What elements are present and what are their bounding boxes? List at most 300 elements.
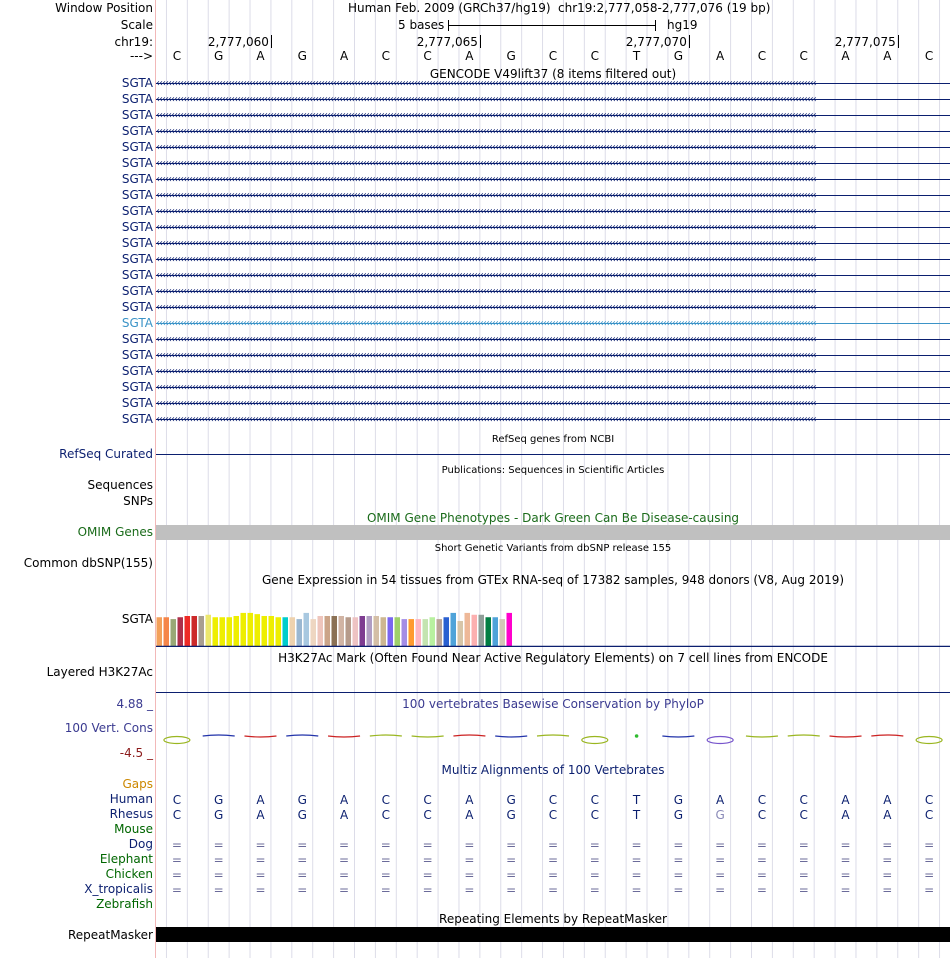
base-letter: C [172,49,182,63]
base-letter: T [632,49,641,63]
position-title: chr19:2,777,058-2,777,076 (19 bp) [558,1,771,15]
gencode-transcript-label[interactable]: SGTA [121,412,153,426]
alignment-base: = [756,853,767,867]
dbsnp-title: Short Genetic Variants from dbSNP release 155 [434,543,672,554]
species-label[interactable]: Rhesus [109,807,153,821]
base-letter: C [799,49,808,63]
phylop-glyph [662,736,694,737]
gencode-transcript-label[interactable]: SGTA [121,252,153,266]
alignment-base: G [297,793,307,807]
alignment-base: T [632,808,641,822]
alignment-base: = [547,838,559,852]
alignment-base: = [506,838,517,852]
alignment-base: = [924,883,935,897]
alignment-base: = [297,883,308,897]
phylop-glyph [830,736,862,737]
alignment-base: = [297,868,308,882]
gencode-strand-arrows: ‹‹‹‹‹‹‹‹‹‹‹‹‹‹‹‹‹‹‹‹‹‹‹‹‹‹‹‹‹‹‹‹‹‹‹‹‹‹‹‹‹‹‹‹‹‹‹‹‹‹‹‹‹‹‹‹‹‹‹‹‹‹‹‹‹‹‹‹‹‹‹‹‹‹‹‹‹‹‹‹‹‹‹‹‹‹‹‹‹‹‹‹‹‹‹‹‹‹‹‹‹‹‹‹‹‹‹‹‹‹‹‹‹‹‹‹‹‹‹‹‹‹‹‹‹‹‹‹‹‹‹‹‹‹‹‹‹‹‹‹‹‹‹‹‹‹‹‹‹‹‹‹‹‹‹‹‹‹‹‹‹‹‹‹‹‹‹‹‹‹‹‹‹‹‹‹‹‹‹‹‹‹‹‹‹‹‹‹‹‹‹‹‹‹‹‹‹‹‹‹‹‹‹‹‹‹‹‹‹‹‹‹‹‹‹‹‹‹‹‹ [156,318,816,329]
gencode-transcript-label[interactable]: SGTA [121,364,153,378]
alignment-base: A [256,808,265,822]
alignment-base: = [631,853,642,867]
gtex-tissue-bar[interactable] [381,617,387,647]
alignment-base: = [171,883,182,897]
alignment-base: = [171,853,182,867]
phylop-glyph [635,734,639,738]
alignment-base: A [339,793,349,807]
alignment-base: = [339,838,350,852]
gtex-tissue-bar[interactable] [444,617,450,647]
alignment-base: = [798,853,809,867]
omim-bar[interactable] [156,525,950,540]
species-label[interactable]: X_tropicalis [84,882,153,896]
gencode-transcript-label[interactable]: SGTA [121,236,153,250]
gtex-tissue-bar[interactable] [255,614,261,647]
phylop-glyph [871,735,903,736]
alignment-base: A [841,793,850,807]
alignment-base: = [756,883,767,897]
base-letter: C [423,49,432,63]
base-letter: C [924,49,934,63]
alignment-base: = [171,838,182,852]
alignment-base: C [799,808,808,822]
alignment-base: = [673,853,684,867]
gtex-tissue-bar[interactable] [227,617,233,647]
gencode-transcript-label[interactable]: SGTA [121,204,153,218]
gencode-transcript-label[interactable]: SGTA [121,300,153,314]
base-letter: G [673,49,684,63]
alignment-base: G [673,793,684,807]
alignment-base: = [589,883,600,897]
species-label[interactable]: Chicken [105,867,153,881]
alignment-base: = [840,853,851,867]
alignment-base: G [673,808,684,822]
base-letter: C [548,49,558,63]
gtex-tissue-bar[interactable] [157,617,163,647]
alignment-base: C [757,808,767,822]
base-letter: A [465,49,474,63]
phylop-glyph [453,735,485,736]
alignment-base: G [214,793,224,807]
track-area[interactable] [156,0,950,958]
alignment-base: C [548,793,558,807]
alignment-base: = [631,838,642,852]
gencode-title: GENCODE V49lift37 (8 items filtered out) [429,67,677,81]
alignment-base: = [297,853,308,867]
alignment-base: = [506,883,517,897]
repeatmasker-bar[interactable] [156,927,950,942]
alignment-base: = [339,868,350,882]
alignment-base: = [422,883,433,897]
alignment-base: = [380,838,391,852]
alignment-base: A [841,808,850,822]
alignment-base: A [339,808,349,822]
gtex-gene-label[interactable]: SGTA [121,612,153,626]
alignment-base: G [506,808,516,822]
alignment-base: C [590,808,599,822]
species-label[interactable]: Zebrafish [96,897,153,911]
alignment-base: = [171,868,182,882]
alignment-base: = [798,883,809,897]
phylop-title: 100 vertebrates Basewise Conservation by PhyloP [402,697,704,711]
gtex-tissue-bar[interactable] [458,621,464,647]
gencode-strand-arrows: ‹‹‹‹‹‹‹‹‹‹‹‹‹‹‹‹‹‹‹‹‹‹‹‹‹‹‹‹‹‹‹‹‹‹‹‹‹‹‹‹‹‹‹‹‹‹‹‹‹‹‹‹‹‹‹‹‹‹‹‹‹‹‹‹‹‹‹‹‹‹‹‹‹‹‹‹‹‹‹‹‹‹‹‹‹‹‹‹‹‹‹‹‹‹‹‹‹‹‹‹‹‹‹‹‹‹‹‹‹‹‹‹‹‹‹‹‹‹‹‹‹‹‹‹‹‹‹‹‹‹‹‹‹‹‹‹‹‹‹‹‹‹‹‹‹‹‹‹‹‹‹‹‹‹‹‹‹‹‹‹‹‹‹‹‹‹‹‹‹‹‹‹‹‹‹‹‹‹‹‹‹‹‹‹‹‹‹‹‹‹‹‹‹‹‹‹‹‹‹‹‹‹‹‹‹‹‹‹‹‹‹‹‹‹‹‹‹‹‹‹ [156,158,816,169]
gtex-tissue-bar[interactable] [171,619,177,647]
alignment-base: = [589,868,600,882]
alignment-base: = [798,868,809,882]
gtex-tissue-bar[interactable] [430,617,436,647]
alignment-base: = [339,853,350,867]
gencode-strand-arrows: ‹‹‹‹‹‹‹‹‹‹‹‹‹‹‹‹‹‹‹‹‹‹‹‹‹‹‹‹‹‹‹‹‹‹‹‹‹‹‹‹‹‹‹‹‹‹‹‹‹‹‹‹‹‹‹‹‹‹‹‹‹‹‹‹‹‹‹‹‹‹‹‹‹‹‹‹‹‹‹‹‹‹‹‹‹‹‹‹‹‹‹‹‹‹‹‹‹‹‹‹‹‹‹‹‹‹‹‹‹‹‹‹‹‹‹‹‹‹‹‹‹‹‹‹‹‹‹‹‹‹‹‹‹‹‹‹‹‹‹‹‹‹‹‹‹‹‹‹‹‹‹‹‹‹‹‹‹‹‹‹‹‹‹‹‹‹‹‹‹‹‹‹‹‹‹‹‹‹‹‹‹‹‹‹‹‹‹‹‹‹‹‹‹‹‹‹‹‹‹‹‹‹‹‹‹‹‹‹‹‹‹‹‹‹‹‹‹‹‹‹ [156,270,816,281]
alignment-base: = [297,838,308,852]
gtex-tissue-bar[interactable] [395,617,401,647]
alignment-base: = [547,868,559,882]
gencode-strand-arrows: ‹‹‹‹‹‹‹‹‹‹‹‹‹‹‹‹‹‹‹‹‹‹‹‹‹‹‹‹‹‹‹‹‹‹‹‹‹‹‹‹‹‹‹‹‹‹‹‹‹‹‹‹‹‹‹‹‹‹‹‹‹‹‹‹‹‹‹‹‹‹‹‹‹‹‹‹‹‹‹‹‹‹‹‹‹‹‹‹‹‹‹‹‹‹‹‹‹‹‹‹‹‹‹‹‹‹‹‹‹‹‹‹‹‹‹‹‹‹‹‹‹‹‹‹‹‹‹‹‹‹‹‹‹‹‹‹‹‹‹‹‹‹‹‹‹‹‹‹‹‹‹‹‹‹‹‹‹‹‹‹‹‹‹‹‹‹‹‹‹‹‹‹‹‹‹‹‹‹‹‹‹‹‹‹‹‹‹‹‹‹‹‹‹‹‹‹‹‹‹‹‹‹‹‹‹‹‹‹‹‹‹‹‹‹‹‹‹‹‹‹ [156,126,816,137]
alignment-base: = [255,883,266,897]
alignment-base: C [172,808,182,822]
species-label[interactable]: Dog [128,837,153,851]
alignment-base: = [756,868,767,882]
chrom-label: chr19: [114,35,153,49]
gtex-tissue-bar[interactable] [290,617,296,647]
alignment-base: = [422,853,433,867]
gtex-tissue-bar[interactable] [416,619,422,647]
alignment-base: = [255,868,266,882]
gencode-transcript-label[interactable]: SGTA [121,284,153,298]
gencode-transcript-label[interactable]: SGTA [121,156,153,170]
alignment-base: = [589,838,600,852]
gtex-tissue-bar[interactable] [500,619,506,647]
alignment-base: = [506,853,517,867]
coordinate-tick [898,35,899,48]
gencode-strand-arrows: ‹‹‹‹‹‹‹‹‹‹‹‹‹‹‹‹‹‹‹‹‹‹‹‹‹‹‹‹‹‹‹‹‹‹‹‹‹‹‹‹‹‹‹‹‹‹‹‹‹‹‹‹‹‹‹‹‹‹‹‹‹‹‹‹‹‹‹‹‹‹‹‹‹‹‹‹‹‹‹‹‹‹‹‹‹‹‹‹‹‹‹‹‹‹‹‹‹‹‹‹‹‹‹‹‹‹‹‹‹‹‹‹‹‹‹‹‹‹‹‹‹‹‹‹‹‹‹‹‹‹‹‹‹‹‹‹‹‹‹‹‹‹‹‹‹‹‹‹‹‹‹‹‹‹‹‹‹‹‹‹‹‹‹‹‹‹‹‹‹‹‹‹‹‹‹‹‹‹‹‹‹‹‹‹‹‹‹‹‹‹‹‹‹‹‹‹‹‹‹‹‹‹‹‹‹‹‹‹‹‹‹‹‹‹‹‹‹‹‹‹ [156,334,816,345]
species-label[interactable]: Gaps [122,777,153,791]
phylop-glyph [746,736,778,737]
gtex-tissue-bar[interactable] [283,617,289,647]
gtex-tissue-bar[interactable] [248,613,254,647]
gtex-tissue-bar[interactable] [388,617,394,647]
alignment-base: C [548,808,558,822]
alignment-base: = [464,853,475,867]
gencode-transcript-label[interactable]: SGTA [121,268,153,282]
alignment-base: C [172,793,182,807]
refseq-line[interactable] [156,454,950,455]
assembly-title: Human Feb. 2009 (GRCh37/hg19) [348,1,551,15]
omim-label[interactable]: OMIM Genes [77,525,153,539]
scale-label: Scale [120,18,153,32]
gtex-tissue-bar[interactable] [507,613,513,647]
scale-bases-text: 5 bases [398,18,445,32]
alignment-base: G [297,808,307,822]
gtex-tissue-bar[interactable] [360,616,366,647]
gencode-strand-arrows: ‹‹‹‹‹‹‹‹‹‹‹‹‹‹‹‹‹‹‹‹‹‹‹‹‹‹‹‹‹‹‹‹‹‹‹‹‹‹‹‹‹‹‹‹‹‹‹‹‹‹‹‹‹‹‹‹‹‹‹‹‹‹‹‹‹‹‹‹‹‹‹‹‹‹‹‹‹‹‹‹‹‹‹‹‹‹‹‹‹‹‹‹‹‹‹‹‹‹‹‹‹‹‹‹‹‹‹‹‹‹‹‹‹‹‹‹‹‹‹‹‹‹‹‹‹‹‹‹‹‹‹‹‹‹‹‹‹‹‹‹‹‹‹‹‹‹‹‹‹‹‹‹‹‹‹‹‹‹‹‹‹‹‹‹‹‹‹‹‹‹‹‹‹‹‹‹‹‹‹‹‹‹‹‹‹‹‹‹‹‹‹‹‹‹‹‹‹‹‹‹‹‹‹‹‹‹‹‹‹‹‹‹‹‹‹‹‹‹‹‹ [156,414,816,425]
gencode-transcript-label[interactable]: SGTA [121,124,153,138]
gencode-transcript-label[interactable]: SGTA [121,172,153,186]
dbsnp-label[interactable]: Common dbSNP(155) [23,556,153,570]
phylop-glyph [707,737,733,744]
phylop-glyph [495,736,527,737]
species-label[interactable]: Mouse [114,822,153,836]
alignment-base: = [882,883,893,897]
alignment-base: = [715,868,726,882]
alignment-base: = [213,853,224,867]
alignment-base: = [673,883,684,897]
gencode-strand-arrows: ‹‹‹‹‹‹‹‹‹‹‹‹‹‹‹‹‹‹‹‹‹‹‹‹‹‹‹‹‹‹‹‹‹‹‹‹‹‹‹‹‹‹‹‹‹‹‹‹‹‹‹‹‹‹‹‹‹‹‹‹‹‹‹‹‹‹‹‹‹‹‹‹‹‹‹‹‹‹‹‹‹‹‹‹‹‹‹‹‹‹‹‹‹‹‹‹‹‹‹‹‹‹‹‹‹‹‹‹‹‹‹‹‹‹‹‹‹‹‹‹‹‹‹‹‹‹‹‹‹‹‹‹‹‹‹‹‹‹‹‹‹‹‹‹‹‹‹‹‹‹‹‹‹‹‹‹‹‹‹‹‹‹‹‹‹‹‹‹‹‹‹‹‹‹‹‹‹‹‹‹‹‹‹‹‹‹‹‹‹‹‹‹‹‹‹‹‹‹‹‹‹‹‹‹‹‹‹‹‹‹‹‹‹‹‹‹‹‹‹‹ [156,366,816,377]
phylop-glyph [412,736,444,737]
alignment-base: C [924,793,934,807]
alignment-base: A [883,808,892,822]
gencode-strand-arrows: ‹‹‹‹‹‹‹‹‹‹‹‹‹‹‹‹‹‹‹‹‹‹‹‹‹‹‹‹‹‹‹‹‹‹‹‹‹‹‹‹‹‹‹‹‹‹‹‹‹‹‹‹‹‹‹‹‹‹‹‹‹‹‹‹‹‹‹‹‹‹‹‹‹‹‹‹‹‹‹‹‹‹‹‹‹‹‹‹‹‹‹‹‹‹‹‹‹‹‹‹‹‹‹‹‹‹‹‹‹‹‹‹‹‹‹‹‹‹‹‹‹‹‹‹‹‹‹‹‹‹‹‹‹‹‹‹‹‹‹‹‹‹‹‹‹‹‹‹‹‹‹‹‹‹‹‹‹‹‹‹‹‹‹‹‹‹‹‹‹‹‹‹‹‹‹‹‹‹‹‹‹‹‹‹‹‹‹‹‹‹‹‹‹‹‹‹‹‹‹‹‹‹‹‹‹‹‹‹‹‹‹‹‹‹‹‹‹‹‹‹ [156,302,816,313]
alignment-base: G [214,808,224,822]
alignment-base: = [882,868,893,882]
gtex-tissue-bar[interactable] [234,616,240,647]
gtex-tissue-bar[interactable] [192,616,198,647]
gtex-tissue-bar[interactable] [374,616,380,647]
alignment-base: = [506,868,517,882]
alignment-base: = [924,838,935,852]
refseq-title: RefSeq genes from NCBI [491,434,615,445]
alignment-base: A [465,793,474,807]
coordinate-tick-label: 2,777,060 [207,35,269,49]
gencode-strand-arrows: ‹‹‹‹‹‹‹‹‹‹‹‹‹‹‹‹‹‹‹‹‹‹‹‹‹‹‹‹‹‹‹‹‹‹‹‹‹‹‹‹‹‹‹‹‹‹‹‹‹‹‹‹‹‹‹‹‹‹‹‹‹‹‹‹‹‹‹‹‹‹‹‹‹‹‹‹‹‹‹‹‹‹‹‹‹‹‹‹‹‹‹‹‹‹‹‹‹‹‹‹‹‹‹‹‹‹‹‹‹‹‹‹‹‹‹‹‹‹‹‹‹‹‹‹‹‹‹‹‹‹‹‹‹‹‹‹‹‹‹‹‹‹‹‹‹‹‹‹‹‹‹‹‹‹‹‹‹‹‹‹‹‹‹‹‹‹‹‹‹‹‹‹‹‹‹‹‹‹‹‹‹‹‹‹‹‹‹‹‹‹‹‹‹‹‹‹‹‹‹‹‹‹‹‹‹‹‹‹‹‹‹‹‹‹‹‹‹‹‹‹ [156,238,816,249]
gencode-transcript-label[interactable]: SGTA [121,92,153,106]
alignment-base: = [422,838,433,852]
coordinate-tick [480,35,481,48]
base-letter: C [757,49,767,63]
alignment-base: G [506,793,516,807]
alignment-base: = [380,853,391,867]
alignment-base: C [590,793,599,807]
alignment-base: = [380,868,391,882]
coordinate-tick [271,35,272,48]
base-letter: A [716,49,725,63]
window-position-label: Window Position [55,1,153,15]
gtex-tissue-bar[interactable] [493,617,499,647]
h3k27ac-title: H3K27Ac Mark (Often Found Near Active Regulatory Elements) on 7 cell lines from ENCODE [278,651,828,665]
phylop-glyph [788,735,820,736]
phylop-glyph [244,736,276,737]
gencode-transcript-label[interactable]: SGTA [121,76,153,90]
gencode-transcript-label[interactable]: SGTA [121,140,153,154]
alignment-base: = [422,868,433,882]
gencode-strand-arrows: ‹‹‹‹‹‹‹‹‹‹‹‹‹‹‹‹‹‹‹‹‹‹‹‹‹‹‹‹‹‹‹‹‹‹‹‹‹‹‹‹‹‹‹‹‹‹‹‹‹‹‹‹‹‹‹‹‹‹‹‹‹‹‹‹‹‹‹‹‹‹‹‹‹‹‹‹‹‹‹‹‹‹‹‹‹‹‹‹‹‹‹‹‹‹‹‹‹‹‹‹‹‹‹‹‹‹‹‹‹‹‹‹‹‹‹‹‹‹‹‹‹‹‹‹‹‹‹‹‹‹‹‹‹‹‹‹‹‹‹‹‹‹‹‹‹‹‹‹‹‹‹‹‹‹‹‹‹‹‹‹‹‹‹‹‹‹‹‹‹‹‹‹‹‹‹‹‹‹‹‹‹‹‹‹‹‹‹‹‹‹‹‹‹‹‹‹‹‹‹‹‹‹‹‹‹‹‹‹‹‹‹‹‹‹‹‹‹‹‹‹ [156,382,816,393]
gtex-tissue-bar[interactable] [451,613,457,647]
phylop-glyph [286,735,318,736]
species-label[interactable]: Elephant [99,852,153,866]
gencode-strand-arrows: ‹‹‹‹‹‹‹‹‹‹‹‹‹‹‹‹‹‹‹‹‹‹‹‹‹‹‹‹‹‹‹‹‹‹‹‹‹‹‹‹‹‹‹‹‹‹‹‹‹‹‹‹‹‹‹‹‹‹‹‹‹‹‹‹‹‹‹‹‹‹‹‹‹‹‹‹‹‹‹‹‹‹‹‹‹‹‹‹‹‹‹‹‹‹‹‹‹‹‹‹‹‹‹‹‹‹‹‹‹‹‹‹‹‹‹‹‹‹‹‹‹‹‹‹‹‹‹‹‹‹‹‹‹‹‹‹‹‹‹‹‹‹‹‹‹‹‹‹‹‹‹‹‹‹‹‹‹‹‹‹‹‹‹‹‹‹‹‹‹‹‹‹‹‹‹‹‹‹‹‹‹‹‹‹‹‹‹‹‹‹‹‹‹‹‹‹‹‹‹‹‹‹‹‹‹‹‹‹‹‹‹‹‹‹‹‹‹‹‹‹ [156,142,816,153]
gtex-tissue-bar[interactable] [465,613,471,647]
alignment-base: = [840,883,851,897]
coordinate-tick-label: 2,777,070 [625,35,687,49]
alignment-base: = [339,883,350,897]
gencode-transcript-label[interactable]: SGTA [121,220,153,234]
gencode-strand-arrows: ‹‹‹‹‹‹‹‹‹‹‹‹‹‹‹‹‹‹‹‹‹‹‹‹‹‹‹‹‹‹‹‹‹‹‹‹‹‹‹‹‹‹‹‹‹‹‹‹‹‹‹‹‹‹‹‹‹‹‹‹‹‹‹‹‹‹‹‹‹‹‹‹‹‹‹‹‹‹‹‹‹‹‹‹‹‹‹‹‹‹‹‹‹‹‹‹‹‹‹‹‹‹‹‹‹‹‹‹‹‹‹‹‹‹‹‹‹‹‹‹‹‹‹‹‹‹‹‹‹‹‹‹‹‹‹‹‹‹‹‹‹‹‹‹‹‹‹‹‹‹‹‹‹‹‹‹‹‹‹‹‹‹‹‹‹‹‹‹‹‹‹‹‹‹‹‹‹‹‹‹‹‹‹‹‹‹‹‹‹‹‹‹‹‹‹‹‹‹‹‹‹‹‹‹‹‹‹‹‹‹‹‹‹‹‹‹‹‹‹‹ [156,190,816,201]
alignment-base: C [381,808,391,822]
alignment-base: C [423,808,432,822]
gencode-transcript-label[interactable]: SGTA [121,316,153,330]
gtex-tissue-bar[interactable] [318,616,324,647]
alignment-base: = [673,838,684,852]
gtex-tissue-bar[interactable] [353,617,359,647]
gencode-transcript-label[interactable]: SGTA [121,188,153,202]
alignment-base: A [465,808,474,822]
gtex-tissue-bar[interactable] [185,616,191,647]
phylop-glyph [328,736,360,737]
coordinate-tick-label: 2,777,065 [416,35,478,49]
base-letter: A [339,49,349,63]
alignment-base: = [255,853,266,867]
gencode-strand-arrows: ‹‹‹‹‹‹‹‹‹‹‹‹‹‹‹‹‹‹‹‹‹‹‹‹‹‹‹‹‹‹‹‹‹‹‹‹‹‹‹‹‹‹‹‹‹‹‹‹‹‹‹‹‹‹‹‹‹‹‹‹‹‹‹‹‹‹‹‹‹‹‹‹‹‹‹‹‹‹‹‹‹‹‹‹‹‹‹‹‹‹‹‹‹‹‹‹‹‹‹‹‹‹‹‹‹‹‹‹‹‹‹‹‹‹‹‹‹‹‹‹‹‹‹‹‹‹‹‹‹‹‹‹‹‹‹‹‹‹‹‹‹‹‹‹‹‹‹‹‹‹‹‹‹‹‹‹‹‹‹‹‹‹‹‹‹‹‹‹‹‹‹‹‹‹‹‹‹‹‹‹‹‹‹‹‹‹‹‹‹‹‹‹‹‹‹‹‹‹‹‹‹‹‹‹‹‹‹‹‹‹‹‹‹‹‹‹‹‹‹‹ [156,398,816,409]
phylop-glyph [164,737,190,744]
publications-title: Publications: Sequences in Scientific Articles [441,465,665,476]
gencode-strand-arrows: ‹‹‹‹‹‹‹‹‹‹‹‹‹‹‹‹‹‹‹‹‹‹‹‹‹‹‹‹‹‹‹‹‹‹‹‹‹‹‹‹‹‹‹‹‹‹‹‹‹‹‹‹‹‹‹‹‹‹‹‹‹‹‹‹‹‹‹‹‹‹‹‹‹‹‹‹‹‹‹‹‹‹‹‹‹‹‹‹‹‹‹‹‹‹‹‹‹‹‹‹‹‹‹‹‹‹‹‹‹‹‹‹‹‹‹‹‹‹‹‹‹‹‹‹‹‹‹‹‹‹‹‹‹‹‹‹‹‹‹‹‹‹‹‹‹‹‹‹‹‹‹‹‹‹‹‹‹‹‹‹‹‹‹‹‹‹‹‹‹‹‹‹‹‹‹‹‹‹‹‹‹‹‹‹‹‹‹‹‹‹‹‹‹‹‹‹‹‹‹‹‹‹‹‹‹‹‹‹‹‹‹‹‹‹‹‹‹‹‹‹ [156,206,816,217]
gtex-tissue-bar[interactable] [304,613,310,647]
alignment-base: = [756,838,767,852]
omim-title: OMIM Gene Phenotypes - Dark Green Can Be Disease-causing [366,511,740,525]
alignment-base: = [673,868,684,882]
gencode-strand-arrows: ‹‹‹‹‹‹‹‹‹‹‹‹‹‹‹‹‹‹‹‹‹‹‹‹‹‹‹‹‹‹‹‹‹‹‹‹‹‹‹‹‹‹‹‹‹‹‹‹‹‹‹‹‹‹‹‹‹‹‹‹‹‹‹‹‹‹‹‹‹‹‹‹‹‹‹‹‹‹‹‹‹‹‹‹‹‹‹‹‹‹‹‹‹‹‹‹‹‹‹‹‹‹‹‹‹‹‹‹‹‹‹‹‹‹‹‹‹‹‹‹‹‹‹‹‹‹‹‹‹‹‹‹‹‹‹‹‹‹‹‹‹‹‹‹‹‹‹‹‹‹‹‹‹‹‹‹‹‹‹‹‹‹‹‹‹‹‹‹‹‹‹‹‹‹‹‹‹‹‹‹‹‹‹‹‹‹‹‹‹‹‹‹‹‹‹‹‹‹‹‹‹‹‹‹‹‹‹‹‹‹‹‹‹‹‹‹‹‹‹‹ [156,286,816,297]
gtex-tissue-bar[interactable] [325,616,331,647]
gtex-tissue-bar[interactable] [346,617,352,647]
gtex-tissue-bar[interactable] [339,616,345,647]
coordinate-tick [689,35,690,48]
base-letter: A [883,49,892,63]
gtex-tissue-bar[interactable] [276,617,282,647]
gtex-tissue-bar[interactable] [206,615,212,647]
alignment-base: G [715,808,725,822]
alignment-base: = [547,853,559,867]
base-letter: C [381,49,391,63]
gtex-tissue-bar[interactable] [486,617,492,647]
alignment-base: = [840,868,851,882]
repeatmasker-label[interactable]: RepeatMasker [67,928,153,942]
phylop-max-label: 4.88 _ [116,697,153,711]
gtex-tissue-bar[interactable] [332,616,338,647]
alignment-base: = [589,853,600,867]
alignment-base: = [715,853,726,867]
gtex-tissue-bar[interactable] [402,619,408,647]
gtex-tissue-bar[interactable] [311,619,317,647]
alignment-base: = [924,853,935,867]
scale-db: hg19 [667,18,698,32]
gtex-title: Gene Expression in 54 tissues from GTEx RNA-seq of 17382 samples, 948 donors (V8, Aug 2019) [261,573,845,587]
gtex-tissue-bar[interactable] [479,615,485,647]
gtex-tissue-bar[interactable] [220,617,226,647]
alignment-base: = [798,838,809,852]
track-label-column [0,0,155,958]
gtex-tissue-bar[interactable] [297,619,303,647]
alignment-base: = [631,883,642,897]
phylop-glyph [537,735,569,736]
alignment-base: = [464,883,475,897]
sequences-label[interactable]: Sequences [87,478,153,492]
alignment-base: = [213,868,224,882]
alignment-base: A [256,793,265,807]
species-label[interactable]: Human [109,792,153,806]
gencode-transcript-label[interactable]: SGTA [121,332,153,346]
multiz-title: Multiz Alignments of 100 Vertebrates [441,763,665,777]
alignment-base: C [381,793,391,807]
gencode-transcript-label[interactable]: SGTA [121,348,153,362]
phylop-glyph [370,735,402,736]
repeatmasker-title: Repeating Elements by RepeatMasker [439,912,667,926]
gtex-tissue-bar[interactable] [262,616,268,647]
alignment-base: = [464,838,475,852]
gencode-strand-arrows: ‹‹‹‹‹‹‹‹‹‹‹‹‹‹‹‹‹‹‹‹‹‹‹‹‹‹‹‹‹‹‹‹‹‹‹‹‹‹‹‹‹‹‹‹‹‹‹‹‹‹‹‹‹‹‹‹‹‹‹‹‹‹‹‹‹‹‹‹‹‹‹‹‹‹‹‹‹‹‹‹‹‹‹‹‹‹‹‹‹‹‹‹‹‹‹‹‹‹‹‹‹‹‹‹‹‹‹‹‹‹‹‹‹‹‹‹‹‹‹‹‹‹‹‹‹‹‹‹‹‹‹‹‹‹‹‹‹‹‹‹‹‹‹‹‹‹‹‹‹‹‹‹‹‹‹‹‹‹‹‹‹‹‹‹‹‹‹‹‹‹‹‹‹‹‹‹‹‹‹‹‹‹‹‹‹‹‹‹‹‹‹‹‹‹‹‹‹‹‹‹‹‹‹‹‹‹‹‹‹‹‹‹‹‹‹‹‹‹‹‹ [156,94,816,105]
alignment-base: = [547,883,559,897]
base-letter: A [256,49,265,63]
gencode-transcript-label[interactable]: SGTA [121,396,153,410]
alignment-base: C [423,793,432,807]
alignment-base: = [631,868,642,882]
base-letter: G [214,49,224,63]
alignment-base: = [213,883,224,897]
gencode-strand-arrows: ‹‹‹‹‹‹‹‹‹‹‹‹‹‹‹‹‹‹‹‹‹‹‹‹‹‹‹‹‹‹‹‹‹‹‹‹‹‹‹‹‹‹‹‹‹‹‹‹‹‹‹‹‹‹‹‹‹‹‹‹‹‹‹‹‹‹‹‹‹‹‹‹‹‹‹‹‹‹‹‹‹‹‹‹‹‹‹‹‹‹‹‹‹‹‹‹‹‹‹‹‹‹‹‹‹‹‹‹‹‹‹‹‹‹‹‹‹‹‹‹‹‹‹‹‹‹‹‹‹‹‹‹‹‹‹‹‹‹‹‹‹‹‹‹‹‹‹‹‹‹‹‹‹‹‹‹‹‹‹‹‹‹‹‹‹‹‹‹‹‹‹‹‹‹‹‹‹‹‹‹‹‹‹‹‹‹‹‹‹‹‹‹‹‹‹‹‹‹‹‹‹‹‹‹‹‹‹‹‹‹‹‹‹‹‹‹‹‹‹‹ [156,174,816,185]
refseq-label[interactable]: RefSeq Curated [59,447,153,461]
h3k27ac-label[interactable]: Layered H3K27Ac [46,665,153,679]
gtex-tissue-bar[interactable] [199,616,205,647]
gtex-tissue-bar[interactable] [472,615,478,647]
phylop-min-label: -4.5 _ [119,746,153,760]
phylop-track-label[interactable]: 100 Vert. Cons [64,721,153,735]
gencode-transcript-label[interactable]: SGTA [121,380,153,394]
alignment-base: A [716,793,725,807]
alignment-base: = [715,838,726,852]
gtex-tissue-bar[interactable] [241,613,247,647]
alignment-base: A [883,793,892,807]
gtex-tissue-bar[interactable] [367,616,373,647]
gencode-transcript-label[interactable]: SGTA [121,108,153,122]
base-letter: C [590,49,599,63]
phylop-glyphs[interactable] [156,727,950,751]
gtex-tissue-bar[interactable] [423,619,429,647]
alignment-base: = [255,838,266,852]
gtex-tissue-bar[interactable] [409,619,415,647]
base-letter: G [297,49,307,63]
strand-label[interactable]: ---> [129,49,153,63]
gtex-tissue-bar[interactable] [437,619,443,647]
alignment-base: C [924,808,934,822]
base-letter: A [841,49,850,63]
gencode-strand-arrows: ‹‹‹‹‹‹‹‹‹‹‹‹‹‹‹‹‹‹‹‹‹‹‹‹‹‹‹‹‹‹‹‹‹‹‹‹‹‹‹‹‹‹‹‹‹‹‹‹‹‹‹‹‹‹‹‹‹‹‹‹‹‹‹‹‹‹‹‹‹‹‹‹‹‹‹‹‹‹‹‹‹‹‹‹‹‹‹‹‹‹‹‹‹‹‹‹‹‹‹‹‹‹‹‹‹‹‹‹‹‹‹‹‹‹‹‹‹‹‹‹‹‹‹‹‹‹‹‹‹‹‹‹‹‹‹‹‹‹‹‹‹‹‹‹‹‹‹‹‹‹‹‹‹‹‹‹‹‹‹‹‹‹‹‹‹‹‹‹‹‹‹‹‹‹‹‹‹‹‹‹‹‹‹‹‹‹‹‹‹‹‹‹‹‹‹‹‹‹‹‹‹‹‹‹‹‹‹‹‹‹‹‹‹‹‹‹‹‹‹‹ [156,110,816,121]
gencode-strand-arrows: ‹‹‹‹‹‹‹‹‹‹‹‹‹‹‹‹‹‹‹‹‹‹‹‹‹‹‹‹‹‹‹‹‹‹‹‹‹‹‹‹‹‹‹‹‹‹‹‹‹‹‹‹‹‹‹‹‹‹‹‹‹‹‹‹‹‹‹‹‹‹‹‹‹‹‹‹‹‹‹‹‹‹‹‹‹‹‹‹‹‹‹‹‹‹‹‹‹‹‹‹‹‹‹‹‹‹‹‹‹‹‹‹‹‹‹‹‹‹‹‹‹‹‹‹‹‹‹‹‹‹‹‹‹‹‹‹‹‹‹‹‹‹‹‹‹‹‹‹‹‹‹‹‹‹‹‹‹‹‹‹‹‹‹‹‹‹‹‹‹‹‹‹‹‹‹‹‹‹‹‹‹‹‹‹‹‹‹‹‹‹‹‹‹‹‹‹‹‹‹‹‹‹‹‹‹‹‹‹‹‹‹‹‹‹‹‹‹‹‹‹ [156,222,816,233]
gtex-bar-chart[interactable] [156,585,950,647]
alignment-base: = [882,838,893,852]
scale-bar [448,18,656,32]
gtex-tissue-bar[interactable] [178,617,184,647]
alignment-base: C [799,793,808,807]
alignment-base: T [632,793,641,807]
phylop-glyph [916,737,942,744]
alignment-base: = [924,868,935,882]
snps-label[interactable]: SNPs [123,494,153,508]
alignment-base: C [757,793,767,807]
phylop-glyph [203,735,235,736]
alignment-base: = [840,838,851,852]
coordinate-tick-label: 2,777,075 [834,35,896,49]
phylop-glyph [582,737,608,744]
gencode-strand-arrows: ‹‹‹‹‹‹‹‹‹‹‹‹‹‹‹‹‹‹‹‹‹‹‹‹‹‹‹‹‹‹‹‹‹‹‹‹‹‹‹‹‹‹‹‹‹‹‹‹‹‹‹‹‹‹‹‹‹‹‹‹‹‹‹‹‹‹‹‹‹‹‹‹‹‹‹‹‹‹‹‹‹‹‹‹‹‹‹‹‹‹‹‹‹‹‹‹‹‹‹‹‹‹‹‹‹‹‹‹‹‹‹‹‹‹‹‹‹‹‹‹‹‹‹‹‹‹‹‹‹‹‹‹‹‹‹‹‹‹‹‹‹‹‹‹‹‹‹‹‹‹‹‹‹‹‹‹‹‹‹‹‹‹‹‹‹‹‹‹‹‹‹‹‹‹‹‹‹‹‹‹‹‹‹‹‹‹‹‹‹‹‹‹‹‹‹‹‹‹‹‹‹‹‹‹‹‹‹‹‹‹‹‹‹‹‹‹‹‹‹‹ [156,78,816,89]
base-letter: G [506,49,516,63]
alignment-base: = [380,883,391,897]
alignment-base: = [882,853,893,867]
gencode-strand-arrows: ‹‹‹‹‹‹‹‹‹‹‹‹‹‹‹‹‹‹‹‹‹‹‹‹‹‹‹‹‹‹‹‹‹‹‹‹‹‹‹‹‹‹‹‹‹‹‹‹‹‹‹‹‹‹‹‹‹‹‹‹‹‹‹‹‹‹‹‹‹‹‹‹‹‹‹‹‹‹‹‹‹‹‹‹‹‹‹‹‹‹‹‹‹‹‹‹‹‹‹‹‹‹‹‹‹‹‹‹‹‹‹‹‹‹‹‹‹‹‹‹‹‹‹‹‹‹‹‹‹‹‹‹‹‹‹‹‹‹‹‹‹‹‹‹‹‹‹‹‹‹‹‹‹‹‹‹‹‹‹‹‹‹‹‹‹‹‹‹‹‹‹‹‹‹‹‹‹‹‹‹‹‹‹‹‹‹‹‹‹‹‹‹‹‹‹‹‹‹‹‹‹‹‹‹‹‹‹‹‹‹‹‹‹‹‹‹‹‹‹‹ [156,350,816,361]
gtex-tissue-bar[interactable] [213,617,219,647]
gtex-tissue-bar[interactable] [164,617,170,647]
h3k27ac-baseline [156,692,950,693]
alignment-base: = [213,838,224,852]
alignment-base: = [464,868,475,882]
gtex-tissue-bar[interactable] [269,616,275,647]
